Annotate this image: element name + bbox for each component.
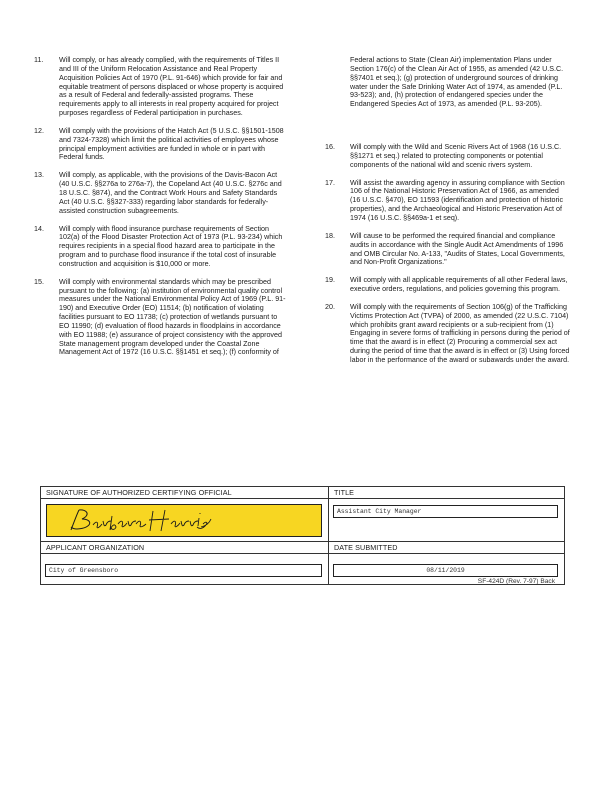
assurance-item-17	[325, 179, 570, 223]
signature-field[interactable]	[46, 504, 322, 537]
assurance-item-18	[325, 232, 570, 267]
item-number: 13.	[34, 171, 44, 180]
signature-row	[41, 499, 564, 542]
organization-header-row	[41, 542, 564, 554]
assurance-item-16	[325, 143, 570, 170]
item-number: 14.	[34, 224, 44, 233]
signature-cell	[41, 499, 329, 541]
title-label: TITLE	[329, 487, 564, 499]
item-number: 15.	[34, 277, 44, 286]
item-text: Will comply with the provisions of the Hatch Act (5 U.S.C. §§1501-1508 and 7324-7328) which limit the political activities of employees whose principal employment activities are funded in whole or in part with Federal funds.	[59, 126, 284, 162]
date-label: DATE SUBMITTED	[329, 542, 564, 554]
assurance-item-15-continued	[325, 56, 570, 109]
signature-header-row	[41, 487, 564, 499]
assurance-item-13	[34, 171, 286, 215]
item-text: Will comply, as applicable, with the provisions of the Davis-Bacon Act (40 U.S.C. §§276a to 276a-7), the Copeland Act (40 U.S.C. §276c and 18 U.S.C. §874), and the Contract Work Hours and Safety Standards Act (40 U.S.C. §§327-333) regarding labor standards for federally-assisted construction subagreements.	[59, 171, 282, 215]
item-number: 17.	[325, 178, 335, 187]
right-column	[325, 56, 570, 374]
item-text: Will comply, or has already complied, with the requirements of Titles II and III of the Uniform Relocation Assistance and Real Property Acquisition Policies Act of 1970 (P.L. 91-646) which provide for fair and equitable treatment of persons displaced or whose property is acquired as a result of Federal and federally-assisted programs. These requirements apply to all interests in real property acquired for project purposes regardless of Federal participation in purchases.	[59, 56, 284, 118]
signature-text: Barbara Harris	[139, 533, 146, 534]
assurance-item-12	[34, 127, 286, 162]
item-text: Will comply with all applicable requirements of all other Federal laws, executive orders, regulations, and policies governing this program.	[350, 276, 568, 294]
item-number: 18.	[325, 231, 335, 240]
assurance-item-20	[325, 303, 570, 365]
organization-label: APPLICANT ORGANIZATION	[41, 542, 329, 554]
title-cell	[329, 499, 564, 541]
item-text: Will cause to be performed the required financial and compliance audits in accordance with the Single Audit Act Amendments of 1996 and OMB Circular No. A-133, "Audits of States, Local Governments, and Non-Profit Organizations."	[350, 231, 565, 267]
title-field[interactable]: Assistant City Manager	[333, 505, 558, 518]
left-column	[34, 56, 286, 366]
signature-block	[40, 486, 565, 585]
assurance-item-14	[34, 225, 286, 269]
date-field[interactable]: 08/11/2019	[333, 564, 558, 577]
item-number: 12.	[34, 126, 44, 135]
item-text: Federal actions to State (Clean Air) implementation Plans under Section 176(c) of the Clean Air Act of 1955, as amended (42 U.S.C. §§7401 et seq.); (g) protection of underground sources of drinking water under the Safe Drinking Water Act of 1974, as amended (P.L. 93-523); and, (h) protection of endangered species under the Endangered Species Act of 1973, as amended (P.L. 93-205).	[350, 56, 564, 109]
item-text: Will comply with environmental standards which may be prescribed pursuant to the following: (a) institution of environmental quality control measures under the National Environmental Policy Act of 1969 (P.L. 91-190) and Executive Order (EO) 11514; (b) notification of violating facilities pursuant to EO 11738; (c) protection of wetlands pursuant to EO 11990; (d) evaluation of flood hazards in floodplains in accordance with EO 11988; (e) assurance of project consistency with the approved State management program developed under the Coastal Zone Management Act of 1972 (16 U.S.C. §§1451 et seq.); (f) conformity of	[59, 277, 286, 357]
form-footer: SF-424D (Rev. 7-97) Back	[477, 578, 555, 585]
item-text: Will comply with flood insurance purchase requirements of Section 102(a) of the Flood Disaster Protection Act of 1973 (P.L. 93-234) which requires recipients in a special flood hazard area to participate in the program and to purchase flood insurance if the total cost of insurable construction and acquisition is $10,000 or more.	[59, 224, 283, 268]
organization-cell	[41, 554, 329, 584]
item-number: 11.	[34, 56, 44, 64]
assurance-item-19	[325, 276, 570, 294]
assurance-item-15	[34, 278, 286, 358]
item-number: 19.	[325, 276, 335, 285]
item-text: Will assist the awarding agency in assuring compliance with Section 106 of the National Historic Preservation Act of 1966, as amended (16 U.S.C. §470), EO 11593 (identification and protection of historic properties), and the Archaeological and Historic Preservation Act of 1974 (16 U.S.C. §§469a-1 et seq).	[350, 178, 565, 222]
item-text: Will comply with the requirements of Section 106(g) of the Trafficking Victims Protection Act (TVPA) of 2000, as amended (22 U.S.C. 7104) which prohibits grant award recipients or a sub-recipient from (1) Engaging in severe forms of trafficking in persons during the period of time that the award is in effect (2) Procuring a commercial sex act during the period of time that the award is in effect or (3) Using forced labor in the performance of the award or subawards under the award.	[350, 302, 570, 364]
item-number: 16.	[325, 143, 335, 152]
handwritten-signature	[65, 507, 215, 535]
item-number: 20.	[325, 302, 335, 311]
organization-field[interactable]: City of Greensboro	[45, 564, 322, 577]
signature-label: SIGNATURE OF AUTHORIZED CERTIFYING OFFICIAL	[41, 487, 329, 499]
item-text: Will comply with the Wild and Scenic Rivers Act of 1968 (16 U.S.C. §§1271 et seq.) related to protecting components or potential components of the national wild and scenic rivers system.	[350, 143, 562, 169]
assurance-item-11	[34, 56, 286, 118]
